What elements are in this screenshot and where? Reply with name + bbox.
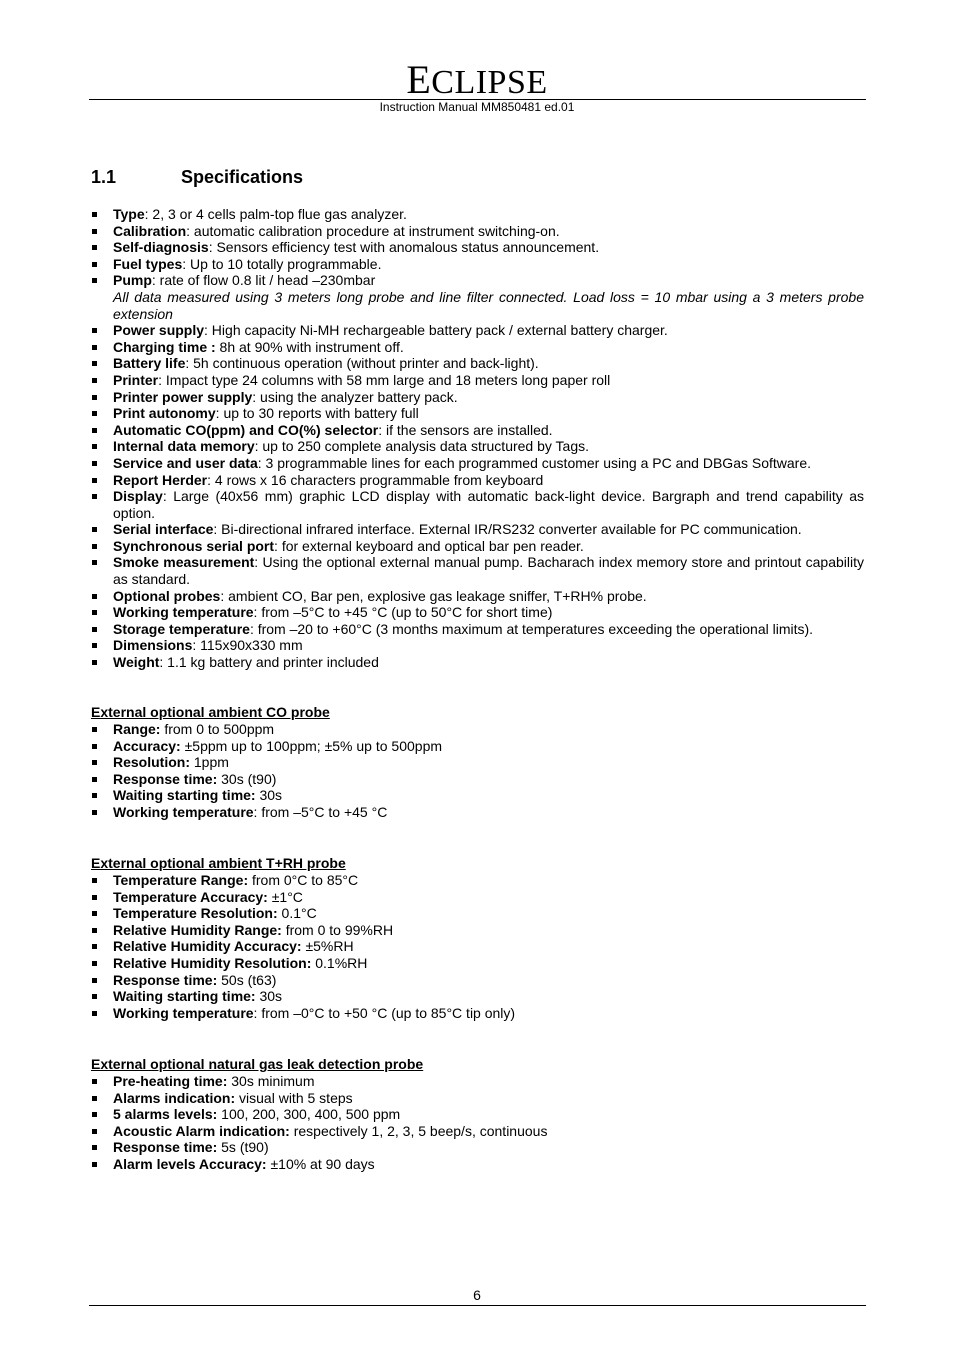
spec-label: Serial interface (113, 521, 214, 538)
gas-probe-block (91, 1056, 864, 1173)
spec-label: Battery life (113, 355, 186, 372)
spec-value: ±5%RH (301, 938, 354, 955)
spec-label: Automatic CO(ppm) and CO(%) selector (113, 421, 379, 438)
logo-text: CLIPSE (431, 64, 548, 101)
spec-label: Relative Humidity Range: (113, 921, 282, 938)
spec-label: Acoustic Alarm indication: (113, 1122, 290, 1139)
spec-value: : 115x90x330 mm (192, 637, 303, 654)
trh-probe-block (91, 855, 864, 1021)
section-title: Specifications (181, 167, 304, 187)
spec-item (91, 1090, 864, 1107)
spec-value: : from –5°C to +45 °C (253, 803, 388, 820)
spec-item (91, 455, 864, 472)
trh-probe-list (91, 872, 864, 1021)
spec-value: : 3 programmable lines for each programmed customer using a PC and DBGas Software. (257, 454, 812, 471)
spec-label: Waiting starting time: (113, 787, 256, 804)
spec-item (91, 472, 864, 489)
spec-value: from 0 to 99%RH (281, 921, 394, 938)
spec-value: : Large (40x56 mm) graphic LCD display with automatic back-light device. Bargraph and trend capability as option. (113, 488, 864, 521)
spec-value: : 1.1 kg battery and printer included (159, 654, 379, 671)
spec-item (91, 405, 864, 422)
spec-value: 5s (t90) (217, 1139, 269, 1156)
gas-probe-list (91, 1073, 864, 1173)
spec-value: : Bi-directional infrared interface. External IR/RS232 converter available for PC communication. (213, 521, 802, 538)
spec-item (91, 922, 864, 939)
co-probe-list (91, 721, 864, 821)
spec-value: 0.1%RH (311, 954, 368, 971)
spec-item (91, 272, 864, 322)
spec-item (91, 754, 864, 771)
spec-label: Relative Humidity Accuracy: (113, 938, 302, 955)
spec-label: Synchronous serial port (113, 537, 275, 554)
spec-item (91, 488, 864, 521)
spec-value: ±1°C (267, 888, 303, 905)
spec-value: : from –5°C to +45 °C (up to 50°C for short time) (253, 604, 553, 621)
spec-value: : using the analyzer battery pack. (252, 388, 458, 405)
spec-item (91, 787, 864, 804)
manual-subtitle: Instruction Manual MM850481 ed.01 (379, 100, 575, 114)
spec-item (91, 422, 864, 439)
logo-initial: E (406, 57, 432, 102)
spec-item (91, 1005, 864, 1022)
spec-value: : if the sensors are installed. (378, 421, 553, 438)
spec-value: 50s (t63) (217, 971, 277, 988)
spec-label: Working temperature (113, 1004, 254, 1021)
spec-label: 5 alarms levels: (113, 1106, 218, 1123)
spec-label: Working temperature (113, 803, 254, 820)
spec-value: visual with 5 steps (235, 1089, 353, 1106)
spec-item (91, 355, 864, 372)
spec-value: : up to 30 reports with battery full (215, 405, 419, 422)
spec-label: Temperature Resolution: (113, 905, 278, 922)
spec-item (91, 955, 864, 972)
spec-item (91, 1073, 864, 1090)
spec-label: Response time: (113, 1139, 218, 1156)
spec-label: Working temperature (113, 604, 254, 621)
trh-probe-title: External optional ambient T+RH probe (91, 855, 346, 871)
section-number: 1.1 (91, 167, 117, 187)
spec-item (91, 804, 864, 821)
spec-value: : Up to 10 totally programmable. (182, 255, 382, 272)
spec-value: 1ppm (190, 754, 229, 771)
spec-item (91, 256, 864, 273)
footer-rule (89, 1305, 866, 1306)
spec-item (91, 372, 864, 389)
gas-probe-title: External optional natural gas leak detection probe (91, 1056, 424, 1072)
spec-label: Printer power supply (113, 388, 253, 405)
spec-label: Relative Humidity Resolution: (113, 954, 312, 971)
spec-label: Charging time : (113, 338, 216, 355)
spec-item (91, 554, 864, 587)
spec-value: from 0°C to 85°C (248, 872, 359, 888)
spec-item (91, 654, 864, 671)
spec-note: All data measured using 3 meters long probe and line filter connected. Load loss = 10 mbar using a 3 meters probe extension (113, 288, 864, 322)
spec-item (91, 389, 864, 406)
spec-value: : from –0°C to +50 °C (up to 85°C tip only) (253, 1004, 516, 1021)
spec-item (91, 1139, 864, 1156)
spec-label: Resolution: (113, 754, 190, 771)
spec-value: 0.1°C (277, 905, 317, 922)
spec-value: 30s (t90) (217, 770, 277, 787)
spec-item (91, 239, 864, 256)
spec-value: : Impact type 24 columns with 58 mm large and 18 meters long paper roll (158, 371, 611, 388)
spec-label: Pump (113, 272, 152, 289)
specs-block (91, 206, 864, 671)
spec-item (91, 889, 864, 906)
spec-label: Print autonomy (113, 405, 216, 422)
spec-value: : Sensors efficiency test with anomalous status announcement. (208, 239, 600, 256)
spec-value: : High capacity Ni-MH rechargeable battery pack / external battery charger. (204, 322, 668, 339)
spec-value: 100, 200, 300, 400, 500 ppm (217, 1106, 401, 1123)
spec-label: Self-diagnosis (113, 239, 209, 256)
spec-item (91, 322, 864, 339)
spec-value: : up to 250 complete analysis data structured by Tags. (254, 438, 589, 455)
spec-item (91, 1156, 864, 1173)
spec-item (91, 588, 864, 605)
spec-label: Pre-heating time: (113, 1073, 228, 1089)
spec-label: Power supply (113, 322, 205, 339)
spec-label: Waiting starting time: (113, 988, 256, 1005)
spec-value: : rate of flow 0.8 lit / head –230mbar (151, 272, 376, 289)
spec-label: Type (113, 206, 145, 222)
spec-label: Temperature Accuracy: (113, 888, 268, 905)
spec-value: : ambient CO, Bar pen, explosive gas leakage sniffer, T+RH% probe. (220, 587, 647, 604)
spec-label: Calibration (113, 222, 187, 239)
spec-value: : 2, 3 or 4 cells palm-top flue gas analyzer. (144, 206, 407, 222)
spec-label: Storage temperature (113, 620, 250, 637)
spec-item (91, 1106, 864, 1123)
spec-value: : 5h continuous operation (without printer and back-light). (185, 355, 539, 372)
spec-item (91, 521, 864, 538)
spec-value: 30s (255, 988, 283, 1005)
brand-logo (0, 57, 954, 102)
spec-value: : from –20 to +60°C (3 months maximum at temperatures exceeding the operational limits). (249, 620, 814, 637)
spec-item (91, 938, 864, 955)
spec-label: Internal data memory (113, 438, 255, 455)
spec-label: Printer (113, 371, 159, 388)
spec-label: Alarms indication: (113, 1089, 236, 1106)
spec-label: Dimensions (113, 637, 193, 654)
spec-item (91, 223, 864, 240)
spec-label: Temperature Range: (113, 872, 249, 888)
spec-item (91, 972, 864, 989)
spec-item (91, 538, 864, 555)
spec-item (91, 872, 864, 889)
spec-label: Range: (113, 721, 161, 737)
spec-value: 30s (255, 787, 283, 804)
spec-label: Response time: (113, 971, 218, 988)
spec-item (91, 721, 864, 738)
spec-item (91, 339, 864, 356)
spec-item (91, 637, 864, 654)
spec-label: Fuel types (113, 255, 183, 272)
spec-value: respectively 1, 2, 3, 5 beep/s, continuous (289, 1122, 548, 1139)
spec-item (91, 1123, 864, 1140)
spec-item (91, 621, 864, 638)
spec-item (91, 988, 864, 1005)
spec-item (91, 206, 864, 223)
spec-label: Report Herder (113, 471, 208, 488)
spec-value: 30s minimum (227, 1073, 315, 1089)
page-number: 6 (473, 1287, 481, 1303)
co-probe-block (91, 704, 864, 821)
spec-item (91, 905, 864, 922)
section-heading (91, 166, 303, 188)
spec-value: : automatic calibration procedure at instrument switching-on. (186, 222, 560, 239)
spec-value: ±5ppm up to 100ppm; ±5% up to 500ppm (180, 737, 443, 754)
spec-value: : for external keyboard and optical bar pen reader. (274, 537, 584, 554)
spec-value: ±10% at 90 days (266, 1155, 375, 1172)
co-probe-title: External optional ambient CO probe (91, 704, 330, 720)
spec-label: Weight (113, 654, 160, 671)
spec-item (91, 738, 864, 755)
spec-value: : 4 rows x 16 characters programmable from keyboard (207, 471, 544, 488)
spec-item (91, 771, 864, 788)
spec-label: Service and user data (113, 454, 258, 471)
spec-item (91, 438, 864, 455)
spec-label: Response time: (113, 770, 218, 787)
spec-label: Smoke measurement (113, 554, 255, 571)
spec-value: from 0 to 500ppm (160, 721, 275, 737)
spec-value: : Using the optional external manual pump. Bacharach index memory store and printout capability as standard. (113, 554, 865, 588)
spec-item (91, 604, 864, 621)
specs-list (91, 206, 864, 671)
spec-label: Accuracy: (113, 737, 181, 754)
spec-label: Optional probes (113, 587, 221, 604)
spec-label: Display (113, 488, 163, 505)
spec-label: Alarm levels Accuracy: (113, 1155, 267, 1172)
spec-value: 8h at 90% with instrument off. (215, 338, 404, 355)
